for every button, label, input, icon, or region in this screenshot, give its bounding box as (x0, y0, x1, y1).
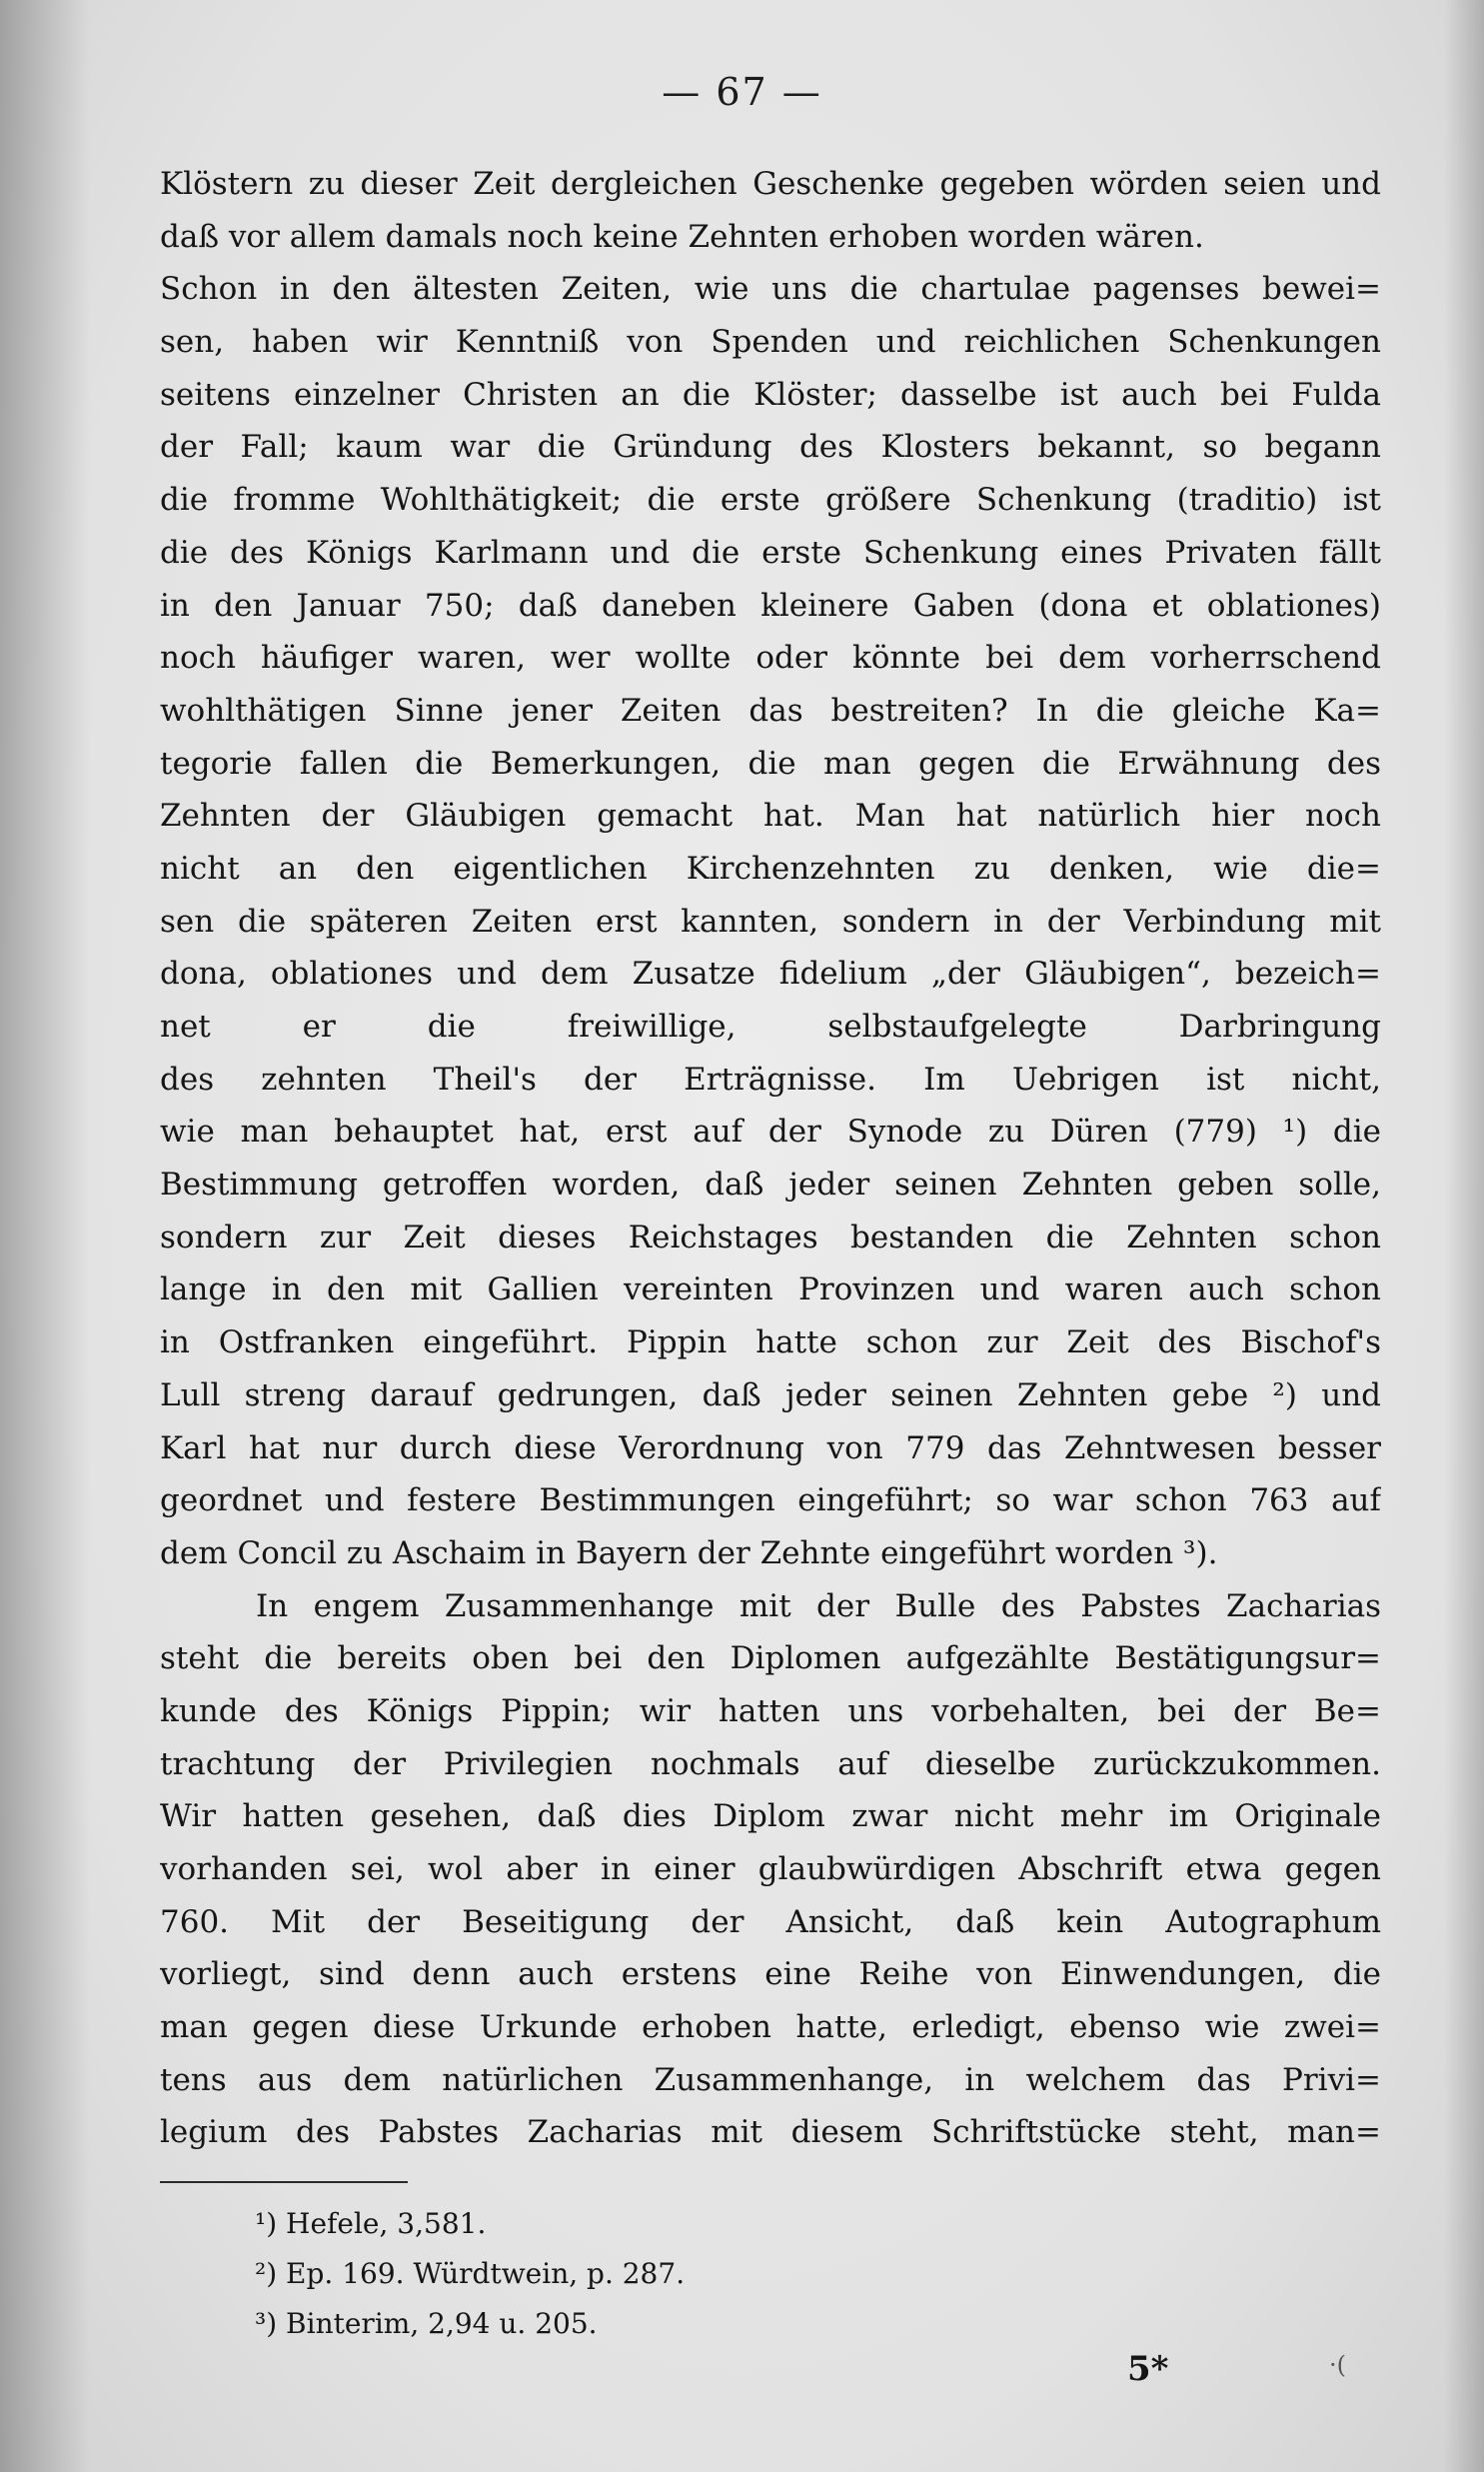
text-line: Wir hatten gesehen, daß dies Diplom zwar nicht mehr im Originale (160, 1798, 1381, 1835)
text-line: trachtung der Privilegien nochmals auf dieselbe zurückzukommen. (160, 1745, 1381, 1782)
text-line: Schon in den ältesten Zeiten, wie uns die chartulae pagenses bewei= (160, 271, 1381, 308)
text-line: dem Concil zu Aschaim in Bayern der Zehnte eingeführt worden ³). (160, 1534, 1218, 1571)
text-line: legium des Pabstes Zacharias mit diesem Schriftstücke steht, man= (160, 2114, 1381, 2151)
text-line: die fromme Wohlthätigkeit; die erste größere Schenkung (traditio) ist (160, 482, 1381, 519)
text-line: 760. Mit der Beseitigung der Ansicht, daß kein Autographum (160, 1903, 1381, 1940)
text-line: seitens einzelner Christen an die Klöster; dasselbe ist auch bei Fulda (160, 376, 1381, 413)
text-line: tegorie fallen die Bemerkungen, die man gegen die Erwähnung des (160, 745, 1381, 782)
text-line: daß vor allem damals noch keine Zehnten erhoben worden wären. (160, 218, 1204, 255)
page-edge-shadow-right (1444, 0, 1484, 2472)
text-line: Zehnten der Gläubigen gemacht hat. Man hat natürlich hier noch (160, 798, 1381, 835)
footnote: ²) Ep. 169. Würdtwein, p. 287. (255, 2257, 686, 2290)
text-line: die des Königs Karlmann und die erste Schenkung eines Privaten fällt (160, 534, 1381, 571)
text-line: nicht an den eigentlichen Kirchenzehnten zu denken, wie die= (160, 850, 1381, 887)
text-line: in Ostfranken eingeführt. Pippin hatte schon zur Zeit des Bischof's (160, 1324, 1381, 1361)
text-line: in den Januar 750; daß daneben kleinere Gaben (dona et oblationes) (160, 587, 1381, 624)
text-line: wohlthätigen Sinne jener Zeiten das bestreiten? In die gleiche Ka= (160, 692, 1381, 729)
text-line: steht die bereits oben bei den Diplomen aufgezählte Bestätigungsur= (160, 1640, 1381, 1677)
text-line: kunde des Königs Pippin; wir hatten uns vorbehalten, bei der Be= (160, 1692, 1381, 1729)
text-line: noch häufiger waren, wer wollte oder könnte bei dem vorherrschend (160, 640, 1381, 677)
text-line: vorliegt, sind denn auch erstens eine Reihe von Einwendungen, die (160, 1956, 1381, 1993)
text-line: In engem Zusammenhange mit der Bulle des Pabstes Zacharias (256, 1587, 1381, 1624)
page-number-header: — 67 — (662, 70, 822, 114)
footnotes (255, 2199, 685, 2349)
text-line: geordnet und festere Bestimmungen eingeführt; so war schon 763 auf (160, 1482, 1381, 1519)
text-line: lange in den mit Gallien vereinten Provinzen und waren auch schon (160, 1271, 1381, 1308)
footnote-separator-rule (160, 2181, 408, 2183)
text-line: des zehnten Theil's der Erträgnisse. Im Uebrigen ist nicht, (160, 1061, 1381, 1098)
footnote: ³) Binterim, 2,94 u. 205. (255, 2307, 598, 2340)
text-line: Klöstern zu dieser Zeit dergleichen Geschenke gegeben wörden seien und (160, 166, 1381, 202)
text-line: sen, haben wir Kenntniß von Spenden und reichlichen Schenkungen (160, 324, 1381, 361)
printer-signature-mark: 5* (1127, 2349, 1169, 2389)
text-line: vorhanden sei, wol aber in einer glaubwürdigen Abschrift etwa gegen (160, 1851, 1381, 1887)
text-line: man gegen diese Urkunde erhoben hatte, erledigt, ebenso wie zwei= (160, 2009, 1381, 2046)
footnote: ¹) Hefele, 3,581. (255, 2207, 487, 2240)
body-text (160, 158, 1381, 2159)
text-line: sondern zur Zeit dieses Reichstages bestanden die Zehnten schon (160, 1219, 1381, 1255)
text-line: Lull streng darauf gedrungen, daß jeder seinen Zehnten gebe ²) und (160, 1376, 1381, 1413)
page-edge-shadow-left (0, 0, 90, 2472)
text-line: wie man behauptet hat, erst auf der Synode zu Düren (779) ¹) die (160, 1114, 1381, 1151)
text-line: tens aus dem natürlichen Zusammenhange, in welchem das Privi= (160, 2061, 1381, 2098)
text-line: Bestimmung getroffen worden, daß jeder seinen Zehnten geben solle, (160, 1167, 1381, 1204)
text-line: der Fall; kaum war die Gründung des Klosters bekannt, so begann (160, 429, 1381, 466)
text-line: Karl hat nur durch diese Verordnung von 779 das Zehntwesen besser (160, 1429, 1381, 1466)
text-line: net er die freiwillige, selbstaufgelegte Darbringung (160, 1009, 1381, 1045)
corner-mark: ·( (1329, 2351, 1346, 2379)
text-line: sen die späteren Zeiten erst kannten, sondern in der Verbindung mit (160, 903, 1381, 940)
text-line: dona, oblationes und dem Zusatze fidelium „der Gläubigen“, bezeich= (160, 956, 1381, 993)
